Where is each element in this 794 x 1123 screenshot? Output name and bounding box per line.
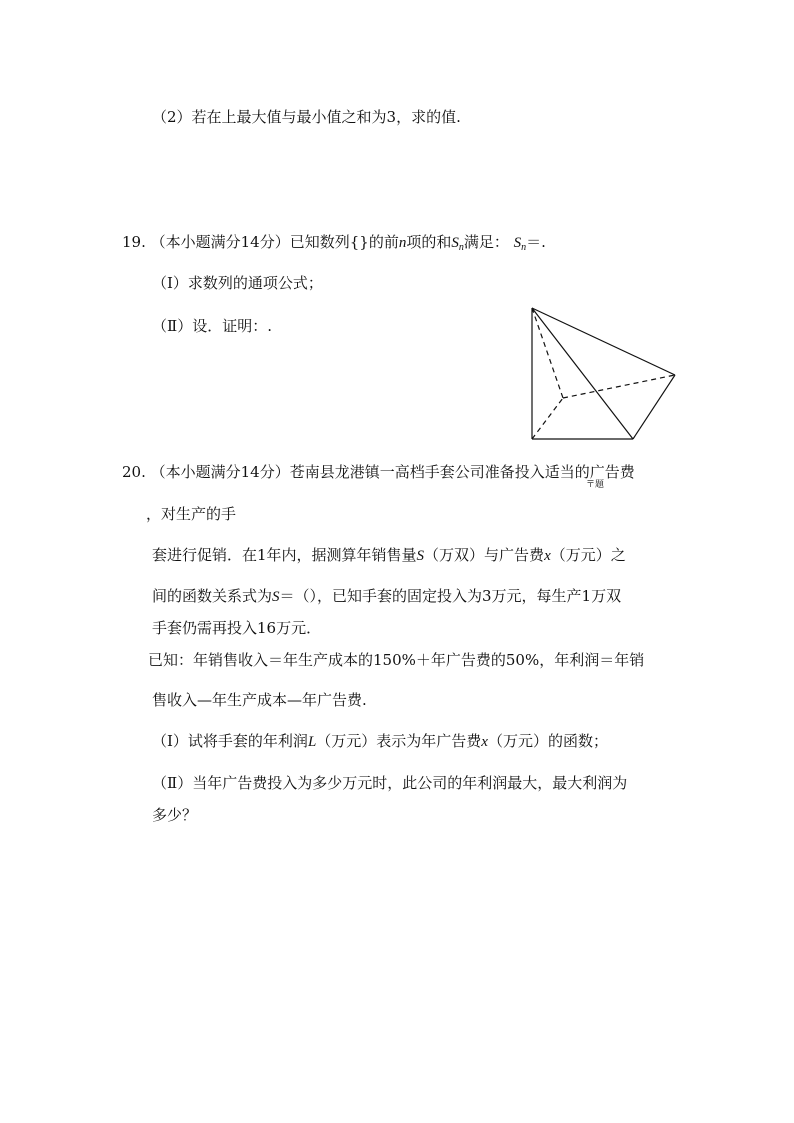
q19-intro-c: 满足： [463,233,509,251]
q20-line3-c: （万元）之 [550,546,626,564]
q20-number: 20. [122,463,146,481]
pyramid-figure [526,304,678,444]
q20-part1-c: （万元）的函数； [487,732,608,750]
q20-line4-b: ＝（），已知手套的固定投入为3万元，每生产1万双 [279,587,622,605]
q20-line3-b: （万双）与广告费 [424,546,545,564]
edge-apex-bottom [532,308,633,439]
q20-overlap-fragment: 〒題 [586,480,605,490]
q20-part1 [152,731,608,752]
q20-part2-line1: （Ⅱ）当年广告费投入为多少万元时，此公司的年利润最大，最大利润为 [152,774,628,792]
q20-part1-l: L [307,734,317,750]
q19-number: 19. [122,233,146,251]
q20-line3-x: x [544,548,551,564]
q19-s-var: S [451,235,459,251]
hidden-edge-apex [532,308,563,398]
q19-formula-sub: n [521,242,527,253]
q20-line2: ，对生产的手 [146,505,237,523]
q20-part2-line2: 多少？ [152,806,198,824]
q20-line3-a: 套进行促销．在1年内，据测算年销售量 [152,546,417,564]
q20-line3 [152,545,626,566]
q18-part2: （2）若在上最大值与最小值之和为3，求的值. [152,108,461,126]
q20-line7: 售收入—年生产成本—年广告费. [152,691,367,709]
hidden-edge-base-left [532,398,563,439]
q20-part1-a: （Ⅰ）试将手套的年利润 [152,732,308,750]
q20-part1-b: （万元）表示为年广告费 [316,732,482,750]
edge-top-right [532,308,675,375]
q20-part1-x: x [481,734,488,750]
q20-line4-s: S [272,589,280,605]
q20-line6: 已知：年销售收入＝年生产成本的150%＋年广告费的50%，年利润＝年销 [148,651,645,669]
q19-s-sub: n [458,242,464,253]
q20-line5: 手套仍需再投入16万元． [152,619,322,637]
hidden-edge-base-right [563,375,675,398]
q19-part1: （Ⅰ）求数列的通项公式； [152,274,323,292]
edge-right [633,375,675,439]
q20-line1 [122,462,635,482]
q20-line4 [152,586,621,607]
q20-line4-a: 间的函数关系式为 [152,587,273,605]
q20-line3-s: S [416,548,425,564]
q19-n-var: n [398,235,407,251]
q19-intro [122,232,546,258]
q19-formula-s: S [513,235,522,251]
q20-line1-text: （本小题满分14分）苍南县龙港镇一高档手套公司准备投入适当的广告费 [150,463,635,481]
q19-intro-b: 项的和 [406,233,452,251]
q19-formula-tail: ＝. [526,233,546,251]
q19-intro-a: （本小题满分14分）已知数列{}的前 [150,233,399,251]
q19-part2: （Ⅱ）设．证明：. [152,317,272,335]
